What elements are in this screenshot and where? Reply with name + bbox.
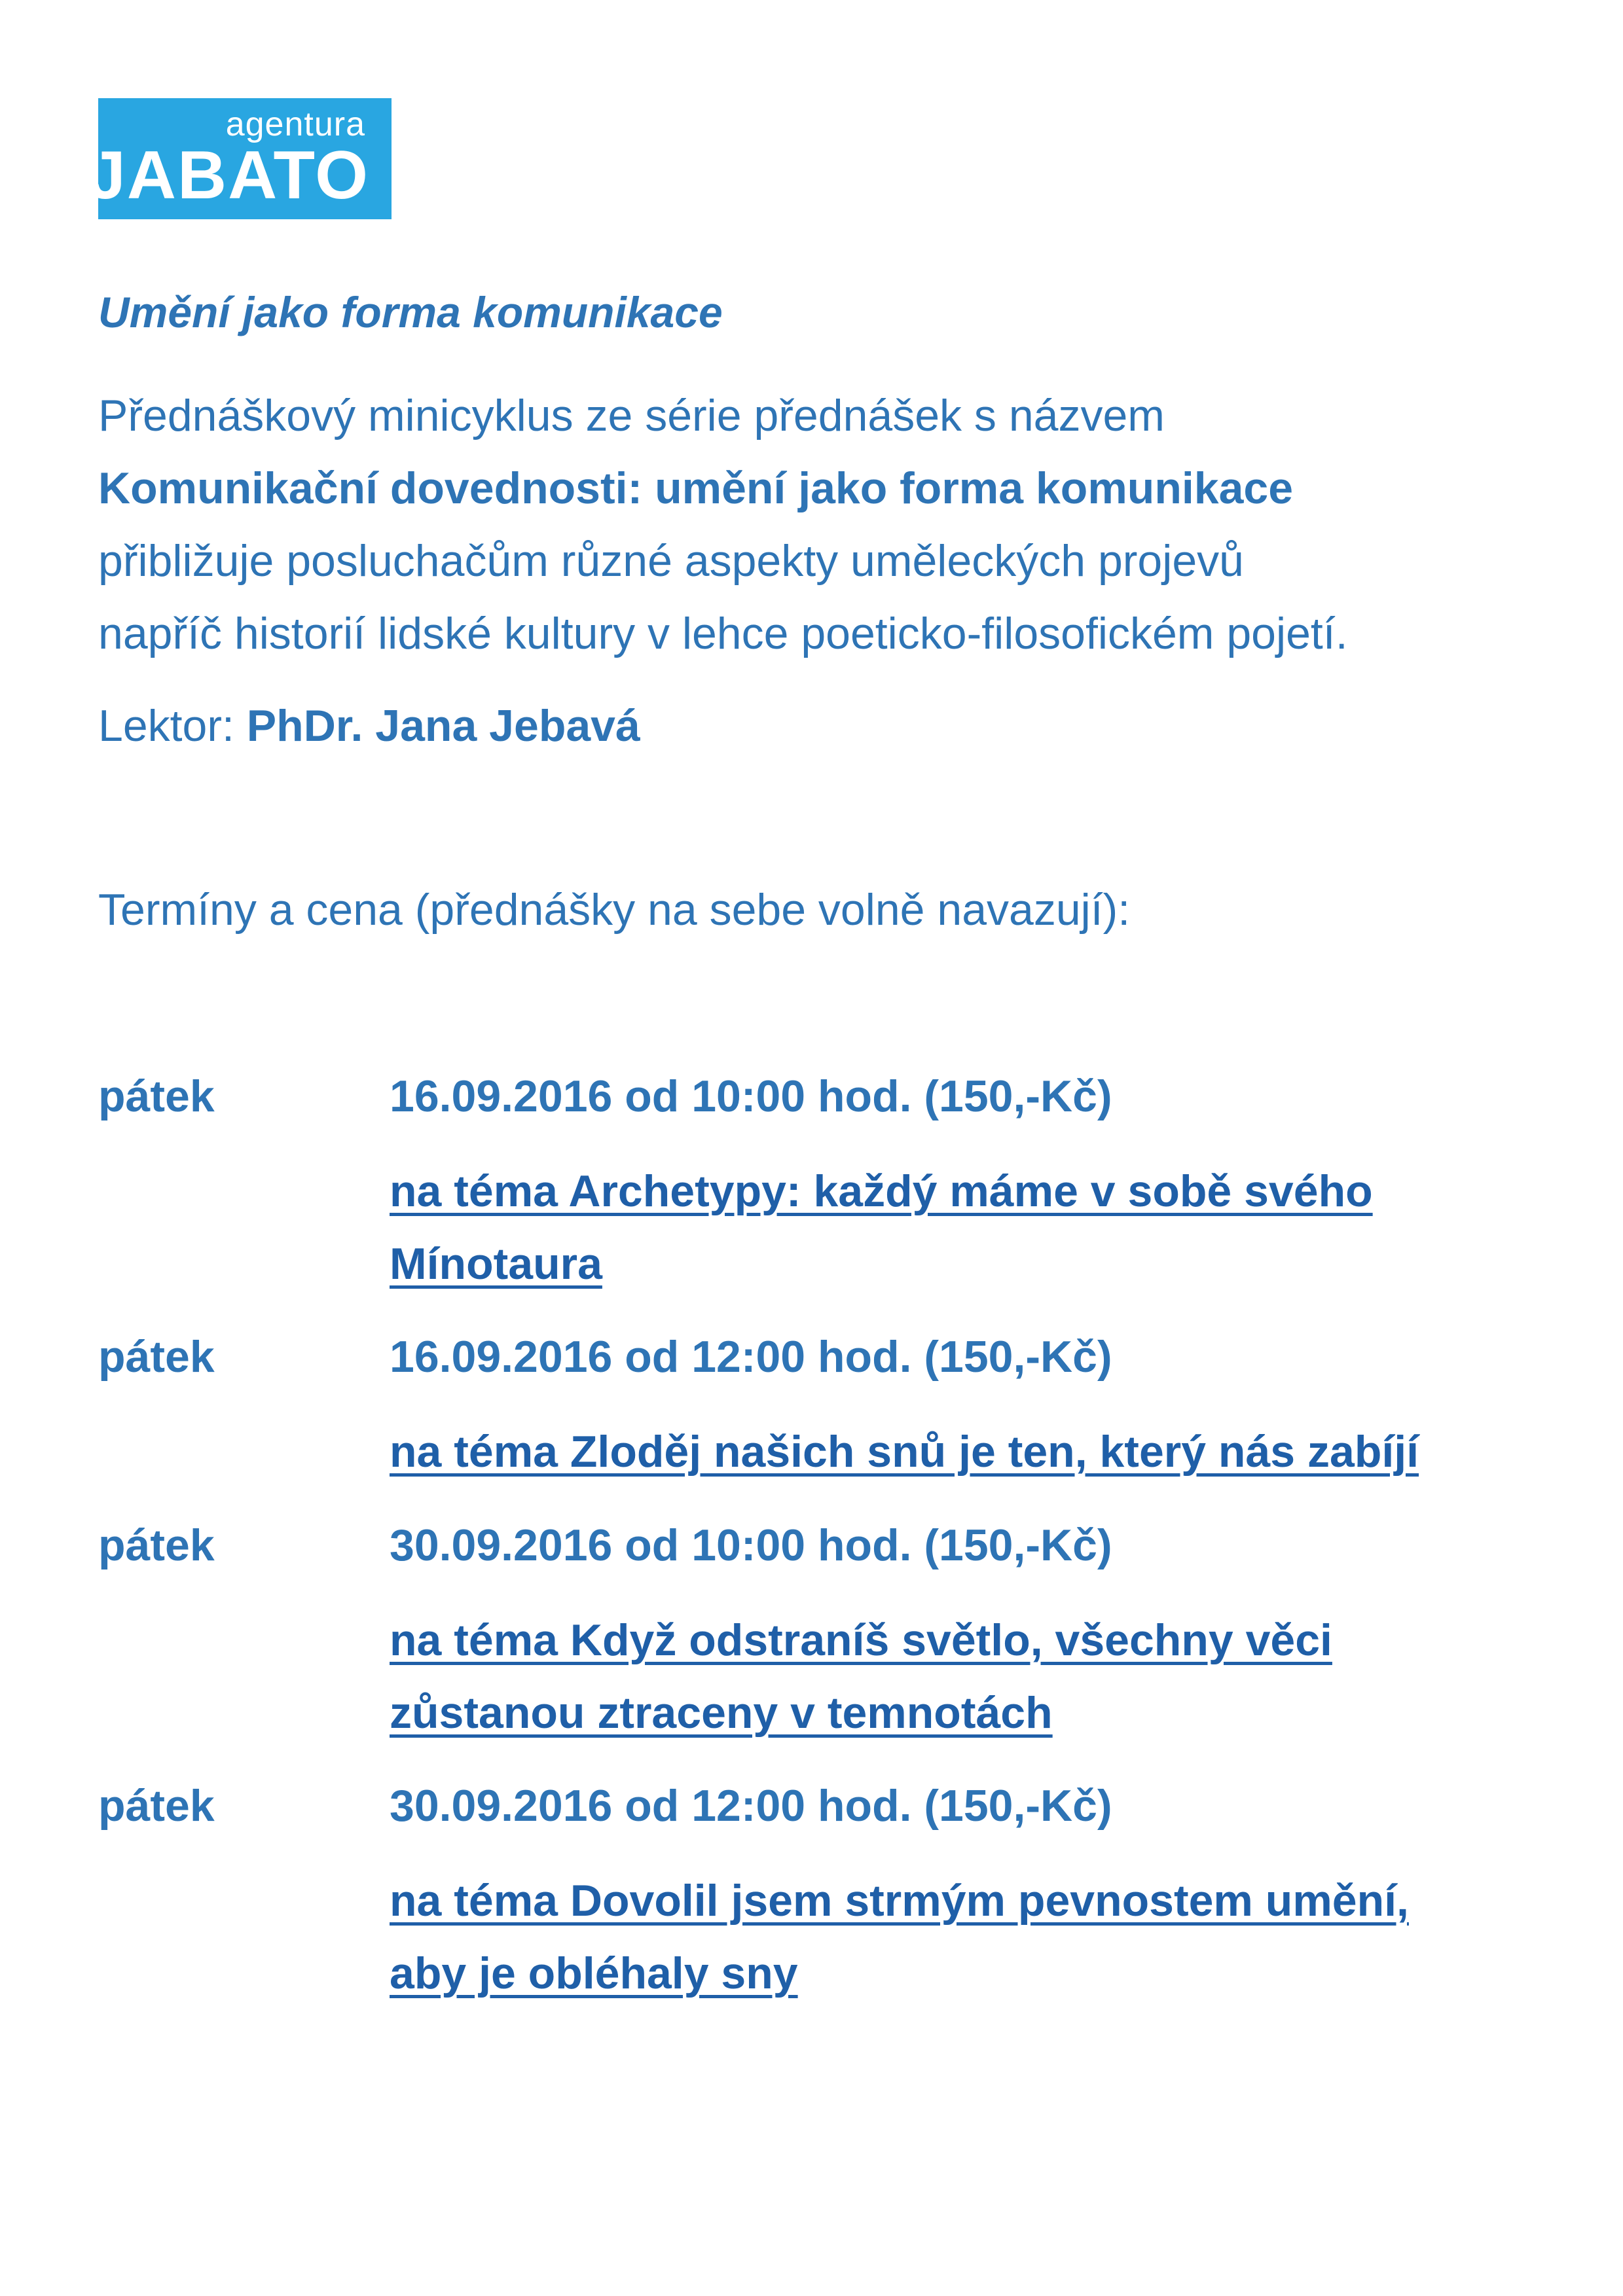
session-2-topic-link[interactable] — [390, 1416, 1419, 1488]
session-3-date: 30.09.2016 od 10:00 hod. (150,-Kč) — [390, 1520, 1112, 1570]
session-1-topic-line-2: Mínotaura — [390, 1239, 602, 1289]
session-3-day: pátek — [98, 1520, 215, 1570]
lecturer-name: PhDr. Jana Jebavá — [246, 701, 640, 751]
lecturer-label: Lektor: — [98, 701, 234, 751]
intro-line-3: přibližuje posluchačům různé aspekty uměleckých projevů — [98, 536, 1244, 586]
session-1-date: 16.09.2016 od 10:00 hod. (150,-Kč) — [390, 1071, 1112, 1121]
lecturer-line — [98, 690, 640, 762]
session-4-day: pátek — [98, 1781, 215, 1831]
session-2-day: pátek — [98, 1332, 215, 1382]
intro-line-4: napříč historií lidské kultury v lehce poeticko-filosofickém pojetí. — [98, 609, 1348, 658]
session-1-day: pátek — [98, 1071, 215, 1121]
logo-name: JABATO — [88, 137, 369, 213]
terms-heading: Termíny a cena (přednášky na sebe volně navazují): — [98, 885, 1131, 935]
session-2-topic-line-1: na téma Zloděj našich snů je ten, který nás zabíjí — [390, 1427, 1419, 1477]
session-3-topic-line-2: zůstanou ztraceny v temnotách — [390, 1688, 1053, 1738]
intro-series-name: Komunikační dovednosti: umění jako forma komunikace — [98, 463, 1294, 513]
session-4-date: 30.09.2016 od 12:00 hod. (150,-Kč) — [390, 1781, 1112, 1831]
intro-paragraph — [98, 380, 1539, 670]
session-1-topic-line-1: na téma Archetypy: každý máme v sobě svého — [390, 1166, 1373, 1216]
session-2-date: 16.09.2016 od 12:00 hod. (150,-Kč) — [390, 1332, 1112, 1382]
session-3-topic-line-1: na téma Když odstraníš světlo, všechny věci — [390, 1615, 1332, 1665]
session-3-topic-link[interactable] — [390, 1604, 1332, 1749]
session-4-topic-line-2: aby je obléhaly sny — [390, 1948, 798, 1998]
session-1-topic-link[interactable] — [390, 1155, 1373, 1300]
session-4-topic-line-1: na téma Dovolil jsem strmým pevnostem umění, — [390, 1876, 1409, 1926]
session-4-topic-link[interactable] — [390, 1865, 1409, 2010]
logo-subtitle: agentura — [225, 105, 365, 143]
page-title: Umění jako forma komunikace — [98, 288, 723, 336]
intro-line-1: Přednáškový minicyklus ze série přednášek s názvem — [98, 391, 1165, 440]
agency-logo — [88, 98, 392, 219]
